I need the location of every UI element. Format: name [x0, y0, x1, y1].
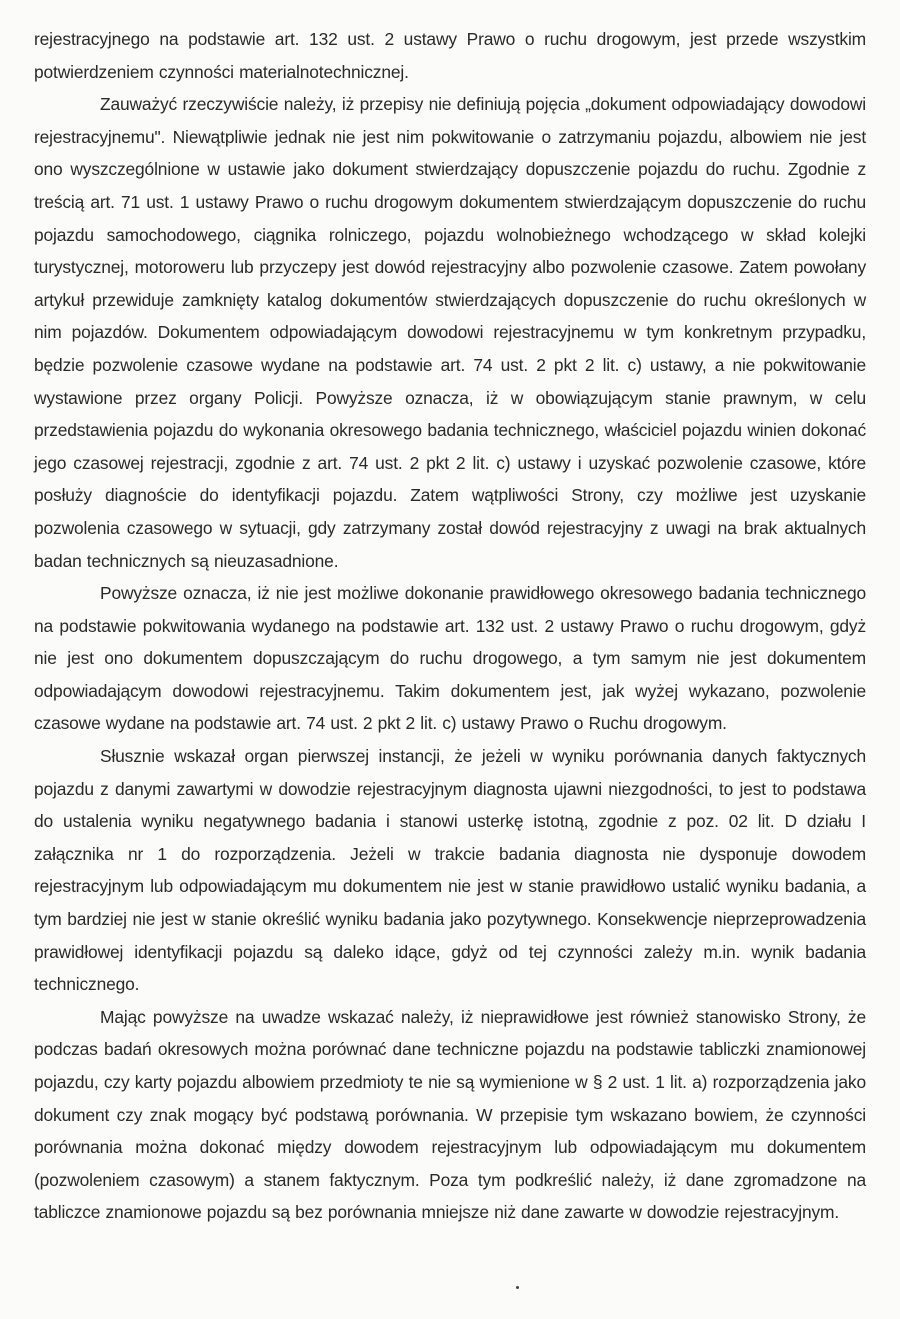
- paragraph-conclusion: Powyższe oznacza, iż nie jest możliwe dokonanie prawidłowego okresowego badania technicznego na podstawie pokwitowania wydanego na podstawie art. 132 ust. 2 ustawy Prawo o ruchu drogowym, gdyż nie jest ono dokumentem dopuszczającym do ruchu drogowego, a tym samym nie jest dokumentem odpowiadającym dowodowi rejestracyjnemu. Takim dokumentem jest, jak wyżej wykazano, pozwolenie czasowe wydane na podstawie art. 74 ust. 2 pkt 2 lit. c) ustawy Prawo o Ruchu drogowym.: [34, 583, 866, 734]
- paragraph-final: Mając powyższe na uwadze wskazać należy, iż nieprawidłowe jest również stanowisko Strony, że podczas badań okresowych można porównać dane techniczne pojazdu na podstawie tabliczki znamionowej pojazdu, czy karty pojazdu albowiem przedmioty te nie są wymienione w § 2 ust. 1 lit. a) rozporządzenia jako dokument czy znak mogący być podstawą porównania. W przepisie tym wskazano bowiem, że czynności porównania można dokonać między dowodem rejestracyjnym lub odpowiadającym mu dokumentem (pozwoleniem czasowym) a stanem faktycznym. Poza tym podkreślić należy, iż dane zgromadzone na tabliczce znamionowe pojazdu są bez porównania mniejsze niż dane zawarte w dowodzie rejestracyjnym.: [34, 1006, 866, 1223]
- paragraph-first-instance: Słusznie wskazał organ pierwszej instancji, że jeżeli w wyniku porównania danych faktycznych pojazdu z danymi zawartymi w dowodzie rejestracyjnym diagnosta ujawni niezgodności, to jest to podstawa do ustalenia wyniku negatywnego badania i stanowi usterkę istotną, zgodnie z poz. 02 lit. D działu I załącznika nr 1 do rozporządzenia. Jeżeli w trakcie badania diagnosta nie dysponuje dowodem rejestracyjnym lub odpowiadającym mu dokumentem nie jest w stanie prawidłowo ustalić wyniku badania, a tym bardziej nie jest w stanie określić wyniku badania jako pozytywnego. Konsekwencje nieprzeprowadzenia prawidłowej identyfikacji pojazdu są daleko idące, gdyż od tej czynności zależy m.in. wynik badania technicznego.: [34, 746, 866, 995]
- paragraph-continuation: rejestracyjnego na podstawie art. 132 ust. 2 ustawy Prawo o ruchu drogowym, jest przede wszystkim potwierdzeniem czynności materialnotechnicznej.: [34, 29, 866, 82]
- paragraph-definition: Zauważyć rzeczywiście należy, iż przepisy nie definiują pojęcia „dokument odpowiadający dowodowi rejestracyjnemu". Niewątpliwie jednak nie jest nim pokwitowanie o zatrzymaniu pojazdu, albowiem nie jest ono wyszczególnione w ustawie jako dokument stwierdzający dopuszczenie pojazdu do ruchu. Zgodnie z treścią art. 71 ust. 1 ustawy Prawo o ruchu drogowym dokumentem stwierdzającym dopuszczenie do ruchu pojazdu samochodowego, ciągnika rolniczego, pojazdu wolnobieżnego wchodzącego w skład kolejki turystycznej, motoroweru lub przyczepy jest dowód rejestracyjny albo pozwolenie czasowe. Zatem powołany artykuł przewiduje zamknięty katalog dokumentów stwierdzających dopuszczenie do ruchu określonych w nim pojazdów. Dokumentem odpowiadającym dowodowi rejestracyjnemu w tym konkretnym przypadku, będzie pozwolenie czasowe wydane na podstawie art. 74 ust. 2 pkt 2 lit. c) ustawy, a nie pokwitowanie wystawione przez organy Policji. Powyższe oznacza, iż w obowiązującym stanie prawnym, w celu przedstawienia pojazdu do wykonania okresowego badania technicznego, właściciel pojazdu winien dokonać jego czasowej rejestracji, zgodnie z art. 74 ust. 2 pkt 2 lit. c) ustawy i uzyskać pozwolenie czasowe, które posłuży diagnoście do identyfikacji pojazdu. Zatem wątpliwości Strony, czy możliwe jest uzyskanie pozwolenia czasowego w sytuacji, gdy zatrzymany został dowód rejestracyjny z uwagi na brak aktualnych badan technicznych są nieuzasadnione.: [34, 94, 866, 571]
- scan-speck: [516, 1286, 519, 1289]
